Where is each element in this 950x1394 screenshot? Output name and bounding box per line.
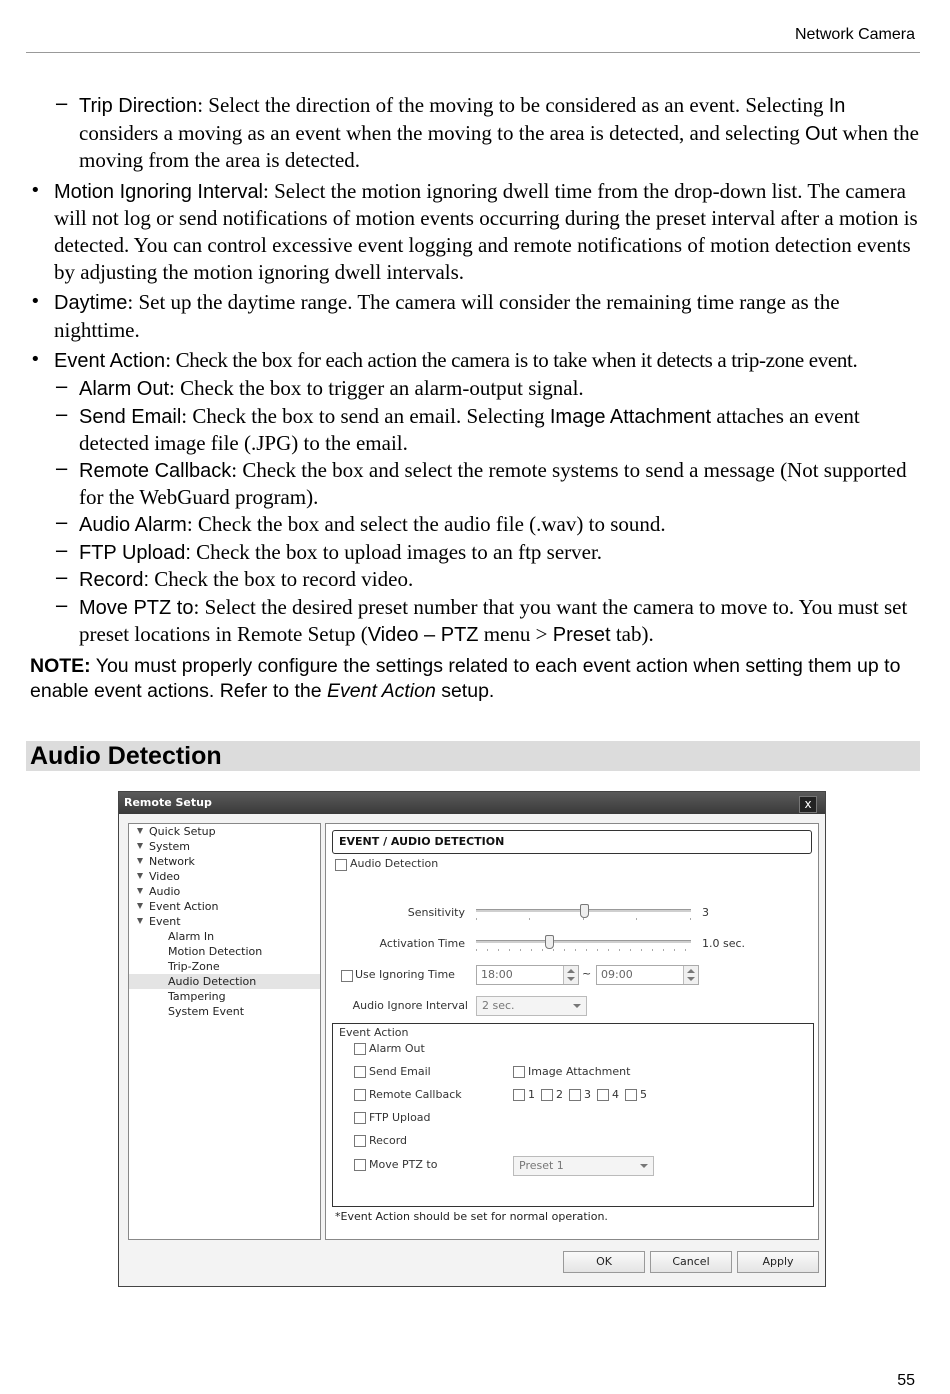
callback-2-checkbox[interactable] <box>541 1089 553 1101</box>
settings-panel <box>325 823 819 1240</box>
activation-time-label: Activation Time <box>379 937 465 950</box>
dash-marker: − <box>54 540 70 562</box>
tree-item-event[interactable]: Event <box>137 914 181 929</box>
dash-marker: − <box>54 376 70 398</box>
callback-5-label: 5 <box>640 1088 647 1101</box>
list-item-alarm-out: − Alarm Out: Check the box to trigger an alarm-output signal. <box>54 375 584 400</box>
tree-item-trip-zone[interactable]: Trip-Zone <box>168 960 220 973</box>
section-heading-bar <box>26 741 920 771</box>
body-text <box>30 92 920 649</box>
expand-arrow-icon <box>137 873 143 879</box>
record-label: Record <box>369 1134 408 1147</box>
expand-arrow-icon <box>137 843 143 849</box>
activation-time-value: 1.0 sec. <box>702 937 746 950</box>
slider-track <box>476 940 691 943</box>
event-action-footnote: *Event Action should be set for normal operation. <box>335 1210 608 1223</box>
cancel-button[interactable]: Cancel <box>650 1251 732 1273</box>
audio-detection-label: Audio Detection <box>350 857 439 870</box>
preset-dropdown[interactable]: Preset 1 <box>513 1156 654 1176</box>
move-ptz-checkbox[interactable] <box>354 1159 366 1171</box>
dash-marker: − <box>54 595 70 617</box>
event-action-group-title: Event Action <box>339 1026 409 1039</box>
note-paragraph: NOTE: You must properly configure the settings related to each event action when setting them up to enable event actions. Refer to the Event Action setup. <box>30 655 901 702</box>
callback-1-checkbox[interactable] <box>513 1089 525 1101</box>
callback-4-checkbox[interactable] <box>597 1089 609 1101</box>
bullet-marker: • <box>30 349 41 371</box>
tree-item-system[interactable]: System <box>137 839 190 854</box>
callback-3-label: 3 <box>584 1088 591 1101</box>
section-title: Audio Detection <box>30 742 222 770</box>
dialog-titlebar <box>119 792 825 814</box>
activation-time-slider[interactable] <box>476 935 691 947</box>
audio-ignore-interval-dropdown[interactable]: 2 sec. <box>476 996 587 1016</box>
dash-marker: − <box>54 568 70 590</box>
dash-marker: − <box>54 94 70 115</box>
expand-arrow-icon <box>137 858 143 864</box>
note-label: NOTE: <box>30 655 91 677</box>
chevron-down-icon <box>573 1004 581 1008</box>
list-item-ftp-upload: − FTP Upload: Check the box to upload images to an ftp server. <box>54 539 603 564</box>
apply-button[interactable]: Apply <box>737 1251 819 1273</box>
list-item-send-email: − Send Email: Check the box to send an email. Selecting Image Attachment attaches an event detected image file (.JPG) to the email. <box>54 403 860 456</box>
move-ptz-label: Move PTZ to <box>369 1158 438 1171</box>
sensitivity-slider[interactable] <box>476 904 691 916</box>
slider-thumb[interactable] <box>580 904 589 918</box>
image-attachment-checkbox[interactable] <box>513 1066 525 1078</box>
event-action-group <box>332 1023 814 1207</box>
ftp-upload-checkbox[interactable] <box>354 1112 366 1124</box>
alarm-out-checkbox[interactable] <box>354 1043 366 1055</box>
image-attachment-label: Image Attachment <box>528 1065 631 1078</box>
slider-ticks <box>476 949 691 952</box>
use-ignoring-time-checkbox[interactable] <box>341 970 353 982</box>
chevron-down-icon <box>640 1164 648 1168</box>
ignoring-time-from-spinner[interactable]: 18:00 <box>476 965 579 985</box>
tree-item-network[interactable]: Network <box>137 854 195 869</box>
sensitivity-label: Sensitivity <box>407 906 465 919</box>
list-item-record: − Record: Check the box to record video. <box>54 567 414 592</box>
expand-arrow-icon <box>137 888 143 894</box>
note-reference: Event Action <box>327 680 436 702</box>
list-item-remote-callback: − Remote Callback: Check the box and select the remote systems to send a message (Not supported for the WebGuard program). <box>54 457 907 510</box>
send-email-checkbox[interactable] <box>354 1066 366 1078</box>
use-ignoring-time-label: Use Ignoring Time <box>355 968 455 981</box>
spinner-arrows-icon[interactable] <box>683 966 698 984</box>
expand-arrow-icon <box>137 903 143 909</box>
tree-item-tampering[interactable]: Tampering <box>168 990 226 1003</box>
slider-thumb[interactable] <box>545 935 554 949</box>
remote-setup-dialog <box>118 791 826 1287</box>
dialog-title: Remote Setup <box>124 796 212 809</box>
callback-4-label: 4 <box>612 1088 619 1101</box>
tree-item-motion-detection[interactable]: Motion Detection <box>168 945 263 958</box>
callback-2-label: 2 <box>556 1088 563 1101</box>
remote-callback-checkbox[interactable] <box>354 1089 366 1101</box>
list-item-event-action: • Event Action: Check the box for each action the camera is to take when it detects a trip-zone event. <box>30 348 858 373</box>
page-number: 55 <box>897 1372 915 1389</box>
list-item-daytime: • Daytime: Set up the daytime range. The camera will consider the remaining time range as the nighttime. <box>30 290 840 342</box>
slider-ticks <box>476 918 691 921</box>
ftp-upload-label: FTP Upload <box>369 1111 431 1124</box>
dash-marker: − <box>54 404 70 426</box>
panel-header: EVENT / AUDIO DETECTION <box>332 830 812 854</box>
remote-callback-label: Remote Callback <box>369 1088 462 1101</box>
tree-item-event-action[interactable]: Event Action <box>137 899 218 914</box>
tree-item-video[interactable]: Video <box>137 869 180 884</box>
tree-item-quick-setup[interactable]: Quick Setup <box>137 824 216 839</box>
sensitivity-value: 3 <box>702 906 709 919</box>
record-checkbox[interactable] <box>354 1135 366 1147</box>
audio-ignore-interval-label: Audio Ignore Interval <box>352 999 468 1012</box>
dash-marker: − <box>54 458 70 480</box>
tree-item-system-event[interactable]: System Event <box>168 1005 245 1018</box>
setup-menu-tree <box>128 823 321 1240</box>
tree-item-audio[interactable]: Audio <box>137 884 180 899</box>
tree-item-audio-detection-selected[interactable]: Audio Detection <box>129 974 320 989</box>
ok-button[interactable]: OK <box>563 1251 645 1273</box>
callback-1-label: 1 <box>528 1088 535 1101</box>
close-icon[interactable]: x <box>799 796 817 813</box>
list-item-motion-ignoring: • Motion Ignoring Interval: Select the motion ignoring dwell time from the drop-down list. The camera will not log or send notifications of motion events occurring during the preset interval after a motion is detected. You can control excessive event logging and remote notifications of motion detection events by adjusting the motion ignoring dwell intervals. <box>30 178 918 284</box>
callback-3-checkbox[interactable] <box>569 1089 581 1101</box>
list-item-audio-alarm: − Audio Alarm: Check the box and select the audio file (.wav) to sound. <box>54 511 666 536</box>
list-item-trip-direction: − Trip Direction: Select the direction of the moving to be considered as an event. Selecting In considers a moving as an event when the moving to the area is detected, and selecting Out when the moving from the area is detected. <box>54 93 919 173</box>
list-item-move-ptz: − Move PTZ to: Select the desired preset number that you want the camera to move to. You must set preset locations in Remote Setup (Video – PTZ menu > Preset tab). <box>54 594 908 647</box>
alarm-out-label: Alarm Out <box>369 1042 425 1055</box>
spinner-arrows-icon[interactable] <box>563 966 578 984</box>
header-rule <box>26 52 920 53</box>
expand-arrow-icon <box>137 828 143 834</box>
time-range-separator: ~ <box>582 967 592 980</box>
expand-arrow-icon <box>137 918 143 924</box>
callback-5-checkbox[interactable] <box>625 1089 637 1101</box>
tree-item-alarm-in[interactable]: Alarm In <box>168 930 215 943</box>
bullet-marker: • <box>30 291 41 313</box>
ignoring-time-to-spinner[interactable]: 09:00 <box>596 965 699 985</box>
bullet-marker: • <box>30 179 41 201</box>
dash-marker: − <box>54 512 70 534</box>
send-email-label: Send Email <box>369 1065 431 1078</box>
running-header: Network Camera <box>794 26 915 43</box>
audio-detection-checkbox[interactable] <box>335 859 347 871</box>
